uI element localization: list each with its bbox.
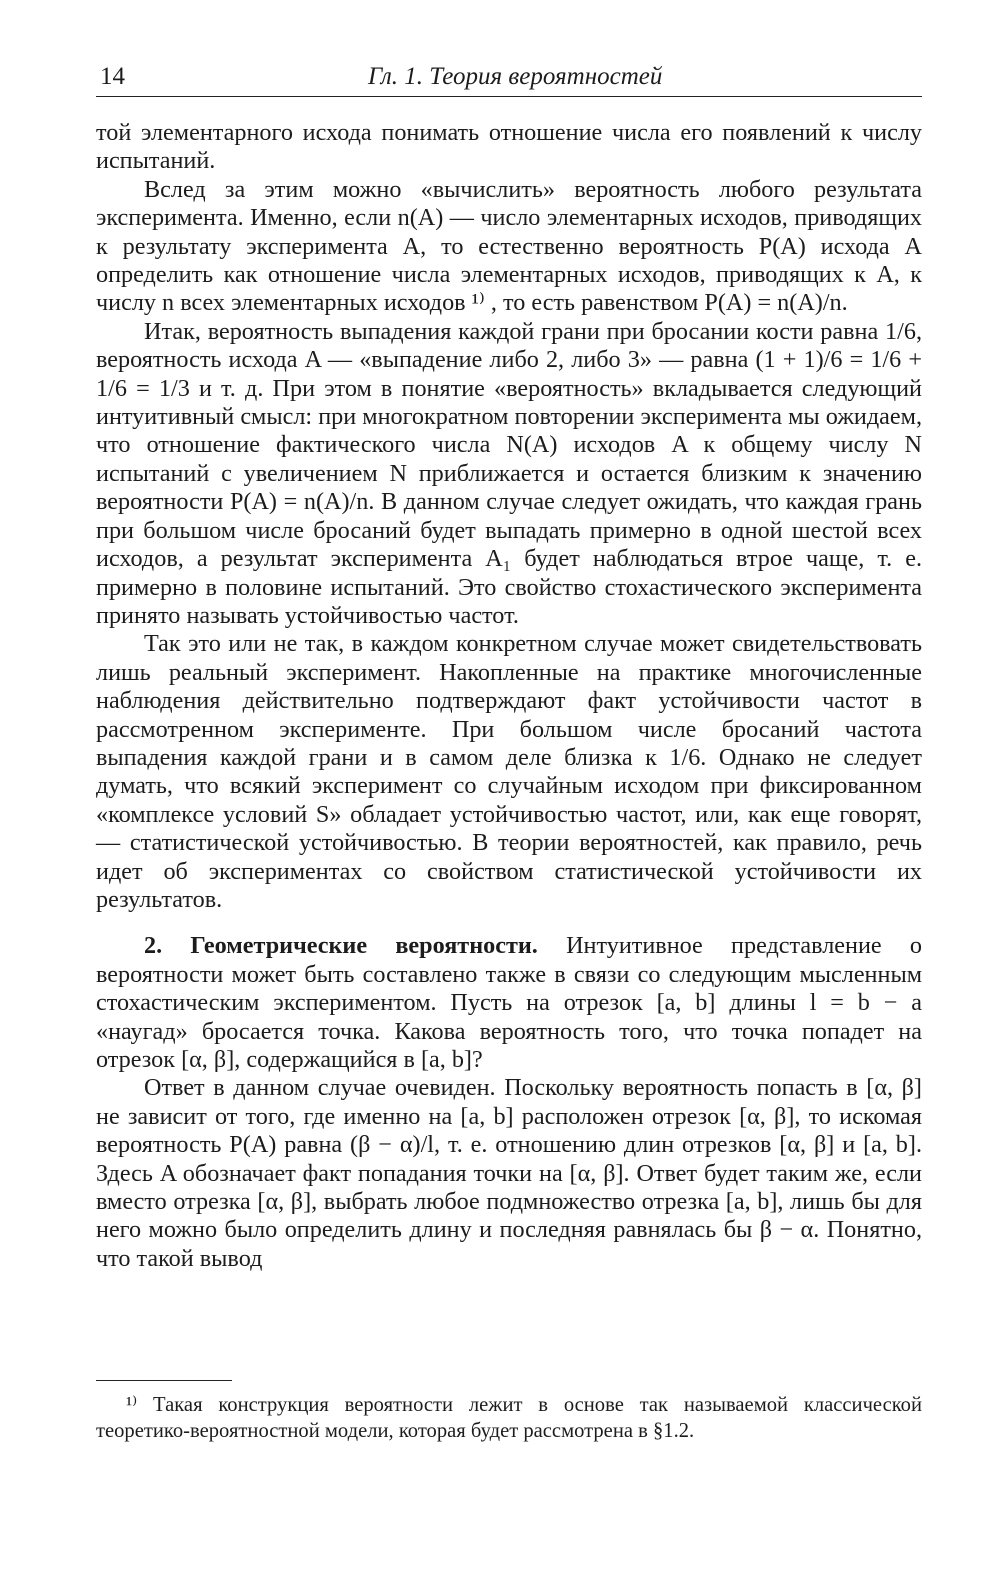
section-geometric-probability: [96, 932, 922, 1074]
paragraph-dice-example: Итак, вероятность выпадения каждой грани при бросании кости равна 1/6, вероятность исхода A — «выпадение либо 2, либо 3» — равна (1 + 1)/6 = 1/6 + 1/6 = 1/3 и т. д. При этом в понятие «вероятность» вкладывается следующий интуитивный смысл: при многократном повторении эксперимента мы ожидаем, что отношение фактического числа N(A) исходов A к общему числу N испытаний с увеличением N приближается и остается близким к значению вероятности P(A) = n(A)/n. В данном случае следует ожидать, что каждая грань при большом числе бросаний будет выпадать примерно в одной шестой всех исходов, а результат эксперимента A₁ будет наблюдаться втрое чаще, т. е. примерно в половине испытаний. Это свойство стохастического эксперимента принято называть устойчивостью частот.: [96, 317, 922, 629]
footnote: ¹⁾ Такая конструкция вероятности лежит в основе так называемой классической теоретико-вероятностной модели, которая будет рассмотрена в §1.2.: [96, 1394, 922, 1442]
footnote-divider: [96, 1380, 232, 1381]
chapter-title: Гл. 1. Теория вероятностей: [368, 63, 663, 90]
running-header: [96, 60, 922, 97]
section-title: 2. Геометрические вероятности.: [144, 932, 538, 960]
page-number: 14: [100, 63, 125, 90]
paragraph-frequency-stability: Так это или не так, в каждом конкретном случае может свидетельствовать лишь реальный эксперимент. Накопленные на практике многочисленные наблюдения действительно подтверждают факт устойчивости частот в рассмотренном эксперименте. При большом числе бросаний частота выпадения каждой грани и в самом деле близка к 1/6. Однако не следует думать, что всякий эксперимент со случайным исходом при фиксированном «комплексе условий S» обладает устойчивостью частот, или, как еще говорят, — статистической устойчивостью. В теории вероятностей, как правило, речь идет об экспериментах со свойством статистической устойчивости их результатов.: [96, 630, 922, 913]
main-text: [96, 119, 922, 1273]
section-intro: Интуитивное представление о вероятности может быть составлено также в связи со следующим мысленным стохастическим экспериментом. Пусть на отрезок [a, b] длины l = b − a «наугад» бросается точка. Какова вероятность того, что точка попадет на отрезок [α, β], содержащийся в [a, b]?: [96, 932, 922, 1073]
book-page: [96, 60, 922, 1442]
paragraph-answer: Ответ в данном случае очевиден. Поскольку вероятность попасть в [α, β] не зависит от того, где именно на [a, b] расположен отрезок [α, β], то искомая вероятность P(A) равна (β − α)/l, т. е. отношению длин отрезков [α, β] и [a, b]. Здесь A обозначает факт попадания точки на [α, β]. Ответ будет таким же, если вместо отрезка [α, β], выбрать любое подмножество отрезка [a, b], лишь бы для него можно было определить длину и последняя равнялась бы β − α. Понятно, что такой вывод: [96, 1074, 922, 1272]
paragraph-probability-definition: Вслед за этим можно «вычислить» вероятность любого результата эксперимента. Именно, если n(A) — число элементарных исходов, приводящих к результату эксперимента A, то естественно вероятность P(A) исхода A определить как отношение числа элементарных исходов, приводящих к A, к числу n всех элементарных исходов ¹⁾ , то есть равенством P(A) = n(A)/n.: [96, 175, 922, 317]
paragraph-continued: той элементарного исхода понимать отношение числа его появлений к числу испытаний.: [96, 119, 922, 175]
